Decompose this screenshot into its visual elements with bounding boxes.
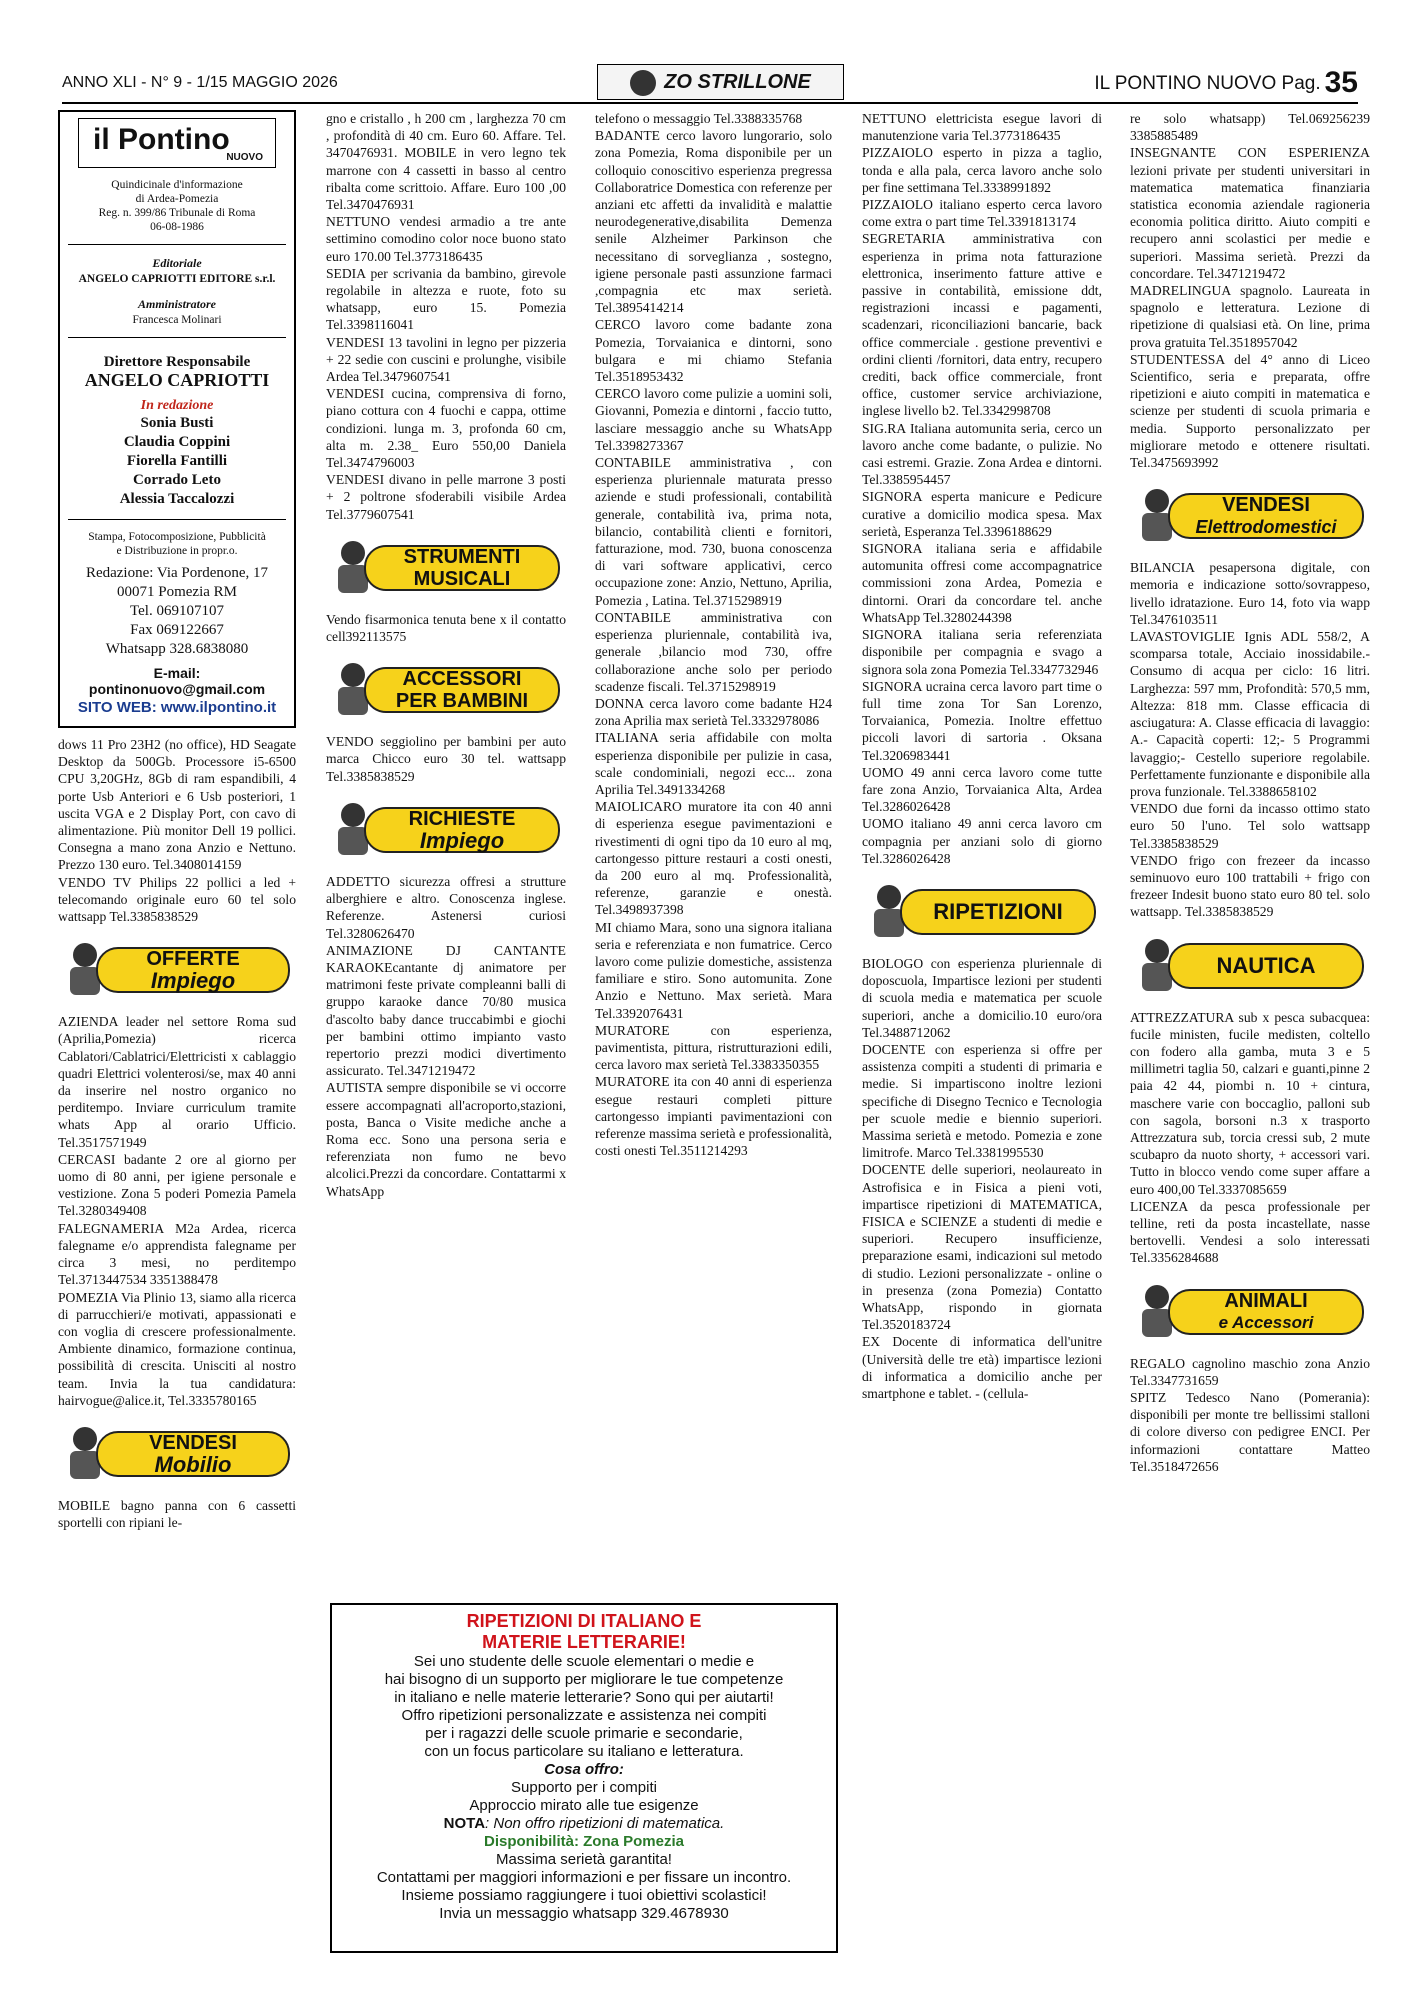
classified-ad: EX Docente di informatica dell'unitre (Università delle tre età) impartisce lezioni di informatica a domicilio anche per smartphone e tablet. - (cellula- xyxy=(862,1334,1102,1402)
classified-ad: telefono o messaggio Tel.3388335768 xyxy=(595,111,803,126)
banner-line: e Accessori xyxy=(1218,1312,1314,1332)
logo-text: ZO STRILLONE xyxy=(664,71,811,93)
staff-label: In redazione xyxy=(140,397,214,413)
classified-ad: SIGNORA esperta manicure e Pedicure curative a domicilio modica spesa. Max serietà, Esperanza Tel.3396188629 xyxy=(862,489,1102,539)
classified-ad: BADANTE cerco lavoro lungorario, solo zona Pomezia, Roma disponibile per un colloquio conoscitivo esperienza pregressa Collaboratrice Domestica con referenze per anziani etc affetti da invalidità e malattie neurodegenerative,disabilita Demenza senile Alzheimer Parkinson che necessitano di sorveglianza , sostegno, igiene personale pasti assunzione farmaci ,compagnia etc max serietà. Tel.3895414214 xyxy=(595,128,833,316)
banner-label xyxy=(96,947,290,993)
paper-name: IL PONTINO NUOVO Pag. xyxy=(1094,73,1321,94)
masthead-info: di Ardea-Pomezia xyxy=(135,193,219,205)
classified-ad: POMEZIA Via Plinio 13, siamo alla ricerca di parrucchieri/e motivati, appassionati e con voglia di crescere professionalmente. Ambiente dinamico, formazione continua, possibilità di crescita. Unisciti al nostro team. Invia la tua candidatura: hairvogue@alice.it, Tel.3335780165 xyxy=(58,1289,296,1408)
classified-ad: ITALIANA seria affidabile con molta esperienza disponibile per pulizie in casa, scale condominiali, negozi ecc... zona Aprilia Tel.3491334268 xyxy=(595,730,832,797)
section-banner-richieste-impiego xyxy=(326,799,566,859)
issue-info: ANNO XLI - N° 9 - 1/15 MAGGIO 2026 xyxy=(62,74,338,91)
strillone-logo xyxy=(597,64,844,100)
masthead-title: il Pontino xyxy=(93,123,230,156)
banner-label xyxy=(1168,943,1364,989)
classified-ad: STUDENTESSA del 4° anno di Liceo Scientifico, seria e preparata, offre ripetizioni e aiuto compiti in matematica e scienze per studenti di scuola primaria e media. Supporto personalizzato per migliorare metodo e ottenere risultati. Tel.3475693992 xyxy=(1130,351,1370,471)
ad-availability: Disponibilità: Zona Pomezia xyxy=(483,1833,685,1850)
column-2 xyxy=(326,110,566,1200)
classified-ad: FALEGNAMERIA M2a Ardea, ricerca falegname e/o apprendista falegname per circa 3 mesi, no perditempo Tel.3713447534 3351388478 xyxy=(58,1220,296,1288)
classified-ad: CONTABILE amministrativa con esperienza pluriennale, contabilità iva, generale ,bilancio mod 730, offre collaborazione anche solo per periodo scadenze fiscali. Tel.3715298919 xyxy=(595,609,832,694)
section-banner-accessori-bambini xyxy=(326,659,566,719)
whatsapp: Whatsapp 328.6838080 xyxy=(105,641,249,658)
staff-member: Corrado Leto xyxy=(133,472,221,489)
section-banner-offerte-impiego xyxy=(58,939,296,999)
page-number: 35 xyxy=(1324,66,1358,99)
classified-ad: VENDO TV Philips 22 pollici a led + telecomando originale euro 60 tel solo wattsapp Tel.3385838529 xyxy=(58,874,296,925)
section-banner-vendesi-elettrodomestici xyxy=(1130,485,1370,545)
classified-ad: VENDO due forni da incasso ottimo stato euro 50 l'uno. Tel solo wattsapp Tel.3385838529 xyxy=(1130,801,1370,851)
banner-line: VENDESI xyxy=(149,1431,237,1454)
classified-ad: CERCO lavoro come badante zona Pomezia, Torvaianica e dintorni, sono bulgara e mi chiamo Stefania Tel.3518953432 xyxy=(595,317,832,385)
ad-line: per i ragazzi delle scuole primarie e secondarie, xyxy=(425,1725,743,1742)
banner-line: RIPETIZIONI xyxy=(933,898,1063,924)
masthead-info: Reg. n. 399/86 Tribunale di Roma xyxy=(98,207,256,219)
classified-ad: VENDO seggiolino per bambini per auto marca Chicco euro 30 tel. wattsapp Tel.3385838529 xyxy=(326,734,566,784)
classified-ad: SIGNORA italiana seria referenziata disponibile per compagnia e svago a signora sola zona Pomezia Tel.3347732946 xyxy=(862,627,1102,677)
banner-label xyxy=(364,545,560,591)
banner-line: PER BAMBINI xyxy=(395,690,529,713)
banner-label xyxy=(364,807,560,853)
staff-member: Sonia Busti xyxy=(140,415,214,432)
banner-line: MUSICALI xyxy=(413,567,511,590)
ad-line: Contattami per maggiori informazioni e per fissare un incontro. xyxy=(376,1869,792,1886)
staff-member: Claudia Coppini xyxy=(123,434,231,451)
banner-line: ANIMALI xyxy=(1224,1289,1308,1312)
classified-ad: LICENZA da pesca professionale per telline, reti da posta incastellate, nasse bertovelli. Vendesi a solo interessati Tel.3356284688 xyxy=(1130,1198,1370,1266)
section-banner-vendesi-mobilio xyxy=(58,1423,296,1483)
classified-ad: NETTUNO elettricista esegue lavori di manutenzione varia Tel.3773186435 xyxy=(862,111,1102,144)
mascot-icon xyxy=(630,70,656,96)
ad-title: MATERIE LETTERARIE! xyxy=(482,1632,686,1652)
classified-ad: LAVASTOVIGLIE Ignis ADL 558/2, A scomparsa totale, Acciaio inossidabile.- Consumo di acqua per ciclo: 16 litri. Larghezza: 597 mm, Profondità: 570,5 mm, Altezza: 818 mm. Classe efficacia di asciugatura: A. Classe efficacia di lavaggio: A.- Capacità coperti: 12;- 5 Programmi lavaggio;- Cestello superiore regolabile. Perfettamente funzionante e disponibile alla prova funzionale. Tel.3388658102 xyxy=(1130,629,1370,799)
masthead-logo xyxy=(78,118,276,168)
banner-line: OFFERTE xyxy=(146,948,240,971)
banner-line: VENDESI xyxy=(1222,494,1310,517)
admin-name: Francesca Molinari xyxy=(132,314,222,327)
classified-ad: PIZZAIOLO esperto in pizza a taglio, tonda e alla pala, cerca lavoro anche solo per fine settimana Tel.3338991892 xyxy=(862,145,1102,195)
classified-ad: MURATORE ita con 40 anni di esperienza esegue restauri completi pitture cartongesso impianti pavimentazioni con referenze massima serietà e professionalità, costi onesti Tel.3511214293 xyxy=(595,1074,832,1159)
ad-line: Approccio mirato alle tue esigenze xyxy=(469,1797,699,1814)
banner-line: Mobilio xyxy=(154,1451,232,1477)
address: Redazione: Via Pordenone, 17 xyxy=(85,565,269,582)
address: 00071 Pomezia RM xyxy=(117,584,237,601)
ad-line: con un focus particolare su italiano e letteratura. xyxy=(424,1743,744,1760)
phone: Tel. 069107107 xyxy=(130,603,224,620)
classified-ad: AUTISTA sempre disponibile se vi occorre essere accompagnati all'acroporto,stazioni, posta, Banca o Visite mediche anche a Roma ecc. Sono una persona seria e referenziata non fumo ne bevo alcolici.Prezzi da concordare. Contattarmi x WhatsApp xyxy=(326,1080,566,1199)
divider xyxy=(68,244,286,245)
email[interactable]: E-mail: pontinonuovo@gmail.com xyxy=(88,665,266,698)
classified-ad: gno e cristallo , h 200 cm , larghezza 70 cm , profondità di 40 cm. Euro 60. Affare. Tel. 3470476931. MOBILE in vero legno tek marrone con 4 cassetti in basso al centro ribalta come scrittoio. Affare. Euro 100 ,00 Tel.3470476931 xyxy=(326,111,566,213)
classified-ad: VENDESI 13 tavolini in legno per pizzeria + 22 sedie con cuscini e prolunghe, visibile Ardea Tel.3479607541 xyxy=(326,334,566,385)
masthead-info: Quindicinale d'informazione xyxy=(111,179,243,191)
classified-ad: BIOLOGO con esperienza pluriennale di doposcuola, Impartisce lezioni per studenti di scuola media e matematica per scuole superiori, anche a domicilio.10 euro/ora Tel.3488712062 xyxy=(862,955,1102,1040)
classified-ad: SIG.RA Italiana automunita seria, cerco un lavoro anche come badante, o pulizie. No casi estremi. Grazie. Zona Ardea e dintorni. Tel.3385954457 xyxy=(862,420,1102,488)
classified-ad: SIGNORA italiana seria e affidabile automunita offresi come accompagnatrice commissioni zona Ardea, Pomezia e dintorni. Orari da concordare tel. anche WhatsApp Tel.3280244398 xyxy=(862,541,1102,625)
classified-ad: DOCENTE delle superiori, neolaureato in Astrofisica e in Fisica a pieni voti, impartisce ripetizioni di MATEMATICA, FISICA e SCIENZE a studenti di medie e superiori. Recupero insufficienze, preparazione esami, indicazioni sul metodo di studio. Lezioni personalizzate - online o in presenza (zona Pomezia) Contatto WhatsApp, rispondo in giornata Tel.3520183724 xyxy=(862,1162,1102,1333)
paper-page xyxy=(1094,66,1358,100)
classified-ad: dows 11 Pro 23H2 (no office), HD Seagate Desktop da 500Gb. Processore i5-6500 CPU 3,20GHz, 8Gb di ram espandibili, 4 porte Usb Anteriori e 6 Usb posteriori, 1 uscita VGA e 2 Display Port, con cavo di alimentazione. Più monitor Dell 19 pollici. Consegna a mano zona Anzio e Nettuno. Prezzo 130 euro. Tel.3408014159 xyxy=(58,737,296,873)
banner-line: ACCESSORI xyxy=(402,668,522,691)
masthead xyxy=(58,110,296,728)
director-name: ANGELO CAPRIOTTI xyxy=(84,369,270,390)
banner-line: Impiego xyxy=(419,827,505,853)
banner-label xyxy=(364,667,560,713)
director-label: Direttore Responsabile xyxy=(103,354,251,371)
banner-label xyxy=(96,1431,290,1477)
classified-ad: REGALO cagnolino maschio zona Anzio Tel.3347731659 xyxy=(1130,1355,1370,1388)
note-text: : Non offro ripetizioni di matematica. xyxy=(485,1815,725,1832)
note-label: NOTA xyxy=(443,1815,486,1832)
classified-ad: SEDIA per scrivania da bambino, girevole regolabile in altezza e ruote, foto su whatsapp, euro 15. Pomezia Tel.3398116041 xyxy=(326,265,566,333)
ad-line: Massima serietà garantita! xyxy=(496,1851,672,1868)
editorial-name: ANGELO CAPRIOTTI EDITORE s.r.l. xyxy=(78,273,276,286)
classified-ad: ATTREZZATURA sub x pesca subacquea: fucile ministen, fucile medisten, coltello con fodero alla gamba, muta 3 e 5 millimetri taglia 50, calzari e guanti,pinne 2 paia 42 44, piombi n. 10 + cintura, maschere varie con boccaglio, palloni sub con sagola, borsoni n.3 x trasporto Attrezzatura sub, torcia cressi sub, 2 mute scubapro da nuoto shorty, + accessori vari. Tutto in blocco vendo come super affare a euro 400,00 Tel.3337085659 xyxy=(1130,1009,1370,1197)
print-info: e Distribuzione in propr.o. xyxy=(116,545,238,558)
banner-label xyxy=(1168,1289,1364,1335)
ad-line: Supporto per i compiti xyxy=(511,1779,657,1796)
classified-ad: UOMO italiano 49 anni cerca lavoro cm compagnia per anziani solo di giorno Tel.3286026428 xyxy=(862,816,1102,866)
staff-member: Alessia Taccalozzi xyxy=(119,491,235,508)
ad-title: RIPETIZIONI DI ITALIANO E xyxy=(466,1611,702,1631)
classified-ad: MI chiamo Mara, sono una signora italiana seria e referenziata e non fumatrice. Cerco lavoro come pulizie domestiche, assistenza familiare e stiro. Sono automunita. Zone Anzio e Nettuno. Max serietà. Mara Tel.3392076431 xyxy=(595,919,832,1021)
column-1 xyxy=(58,110,296,1531)
divider xyxy=(68,519,286,520)
banner-line: STRUMENTI xyxy=(403,545,521,568)
admin-label: Amministratore xyxy=(137,297,217,312)
masthead-subtitle: NUOVO xyxy=(226,152,263,163)
classified-ad: SIGNORA ucraina cerca lavoro part time o full time zona Tor San Lorenzo, Torvaianica, Pomezia. Inoltre effettuo piccoli lavori di sartoria . Oksana Tel.3206983441 xyxy=(862,678,1102,763)
banner-line: Impiego xyxy=(150,968,236,994)
banner-label xyxy=(900,889,1096,935)
banner-line: RICHIESTE xyxy=(408,807,516,830)
boxed-advertisement xyxy=(330,1603,838,1953)
classified-ad: UOMO 49 anni cerca lavoro come tutte fare zona Anzio, Torvaianica Alta, Ardea Tel.3286026428 xyxy=(862,764,1102,815)
divider xyxy=(68,337,286,338)
classified-ad: CERCO lavoro come pulizie a uomini soli, Giovanni, Pomezia e dintorni , faccio tutto, lasciare messaggio anche su WhatsApp Tel.3398273367 xyxy=(595,386,832,453)
classified-ad: MAIOLICARO muratore ita con 40 anni di esperienza esegue pavimentazioni e rivestimenti di ogni tipo da 10 euro al mq, cartongesso pitture restauri a costi onesti, da 200 euro al mq. Professionalità, referenze, garanzie e onestà. Tel.3498937398 xyxy=(595,799,832,918)
banner-line: Elettrodomestici xyxy=(1195,517,1337,538)
classified-ad: PIZZAIOLO italiano esperto cerca lavoro come extra o part time Tel.3391813174 xyxy=(862,197,1102,230)
classified-ad: MURATORE con esperienza, pavimentista, pittura, ristrutturazioni edili, cerca lavoro max serietà Tel.3383350355 xyxy=(595,1022,832,1073)
classified-ad: DOCENTE con esperienza si offre per assistenza compiti a studenti di primaria e medie. Si impartiscono inoltre lezioni specifiche di Disegno Tecnico e Tecnologia per scuole medie e biennio superiori. Massima serietà e metodo. Pomezia e zone limitrofe. Marco Tel.3381995530 xyxy=(862,1041,1102,1161)
ad-offer-label: Cosa offro: xyxy=(544,1761,624,1778)
classified-ad: VENDO frigo con frezeer da incasso seminuovo euro 100 trattabili + frigo con frezeer Indesit buono stato euro 80 tel. solo wattsapp. Tel.3385838529 xyxy=(1130,852,1370,920)
classified-ad: ADDETTO sicurezza offresi a strutture alberghiere e altro. Conoscenza inglese. Referenze. Astenersi curiosi Tel.3280626470 xyxy=(326,873,566,941)
classified-ad: AZIENDA leader nel settore Roma sud (Aprilia,Pomezia) ricerca Cablatori/Cablatrici/Elettricisti x cablaggio quadri Elettrici volenterosi/se, max 40 anni da inserire nel nostro organico no perditempo. Inviare curriculum tramite whats App al orario Ufficio. Tel.3517571949 xyxy=(58,1014,296,1150)
ad-line: Offro ripetizioni personalizzate e assistenza nei compiti xyxy=(401,1707,767,1724)
column-3 xyxy=(595,110,832,1159)
classified-ad: INSEGNANTE CON ESPERIENZA lezioni private per studenti universitari in matematica matematica finanziaria statistica economia aziendale ragioneria economia politica diritto. Aiuto compiti e recupero anni scolastici per medie e superiori. Massima serietà. Prezzi da concordare. Tel.3471219472 xyxy=(1130,145,1370,281)
classified-ad: re solo whatsapp) Tel.069256239 3385885489 xyxy=(1130,111,1370,144)
ad-line: in italiano e nelle materie letterarie? Sono qui per aiutarti! xyxy=(394,1689,774,1706)
page-header xyxy=(62,62,1358,104)
classified-ad: VENDESI cucina, comprensiva di forno, piano cottura con 4 fuochi e cappa, ottime condizioni. lunga m. 3, profonda 60 cm, alta m. 2.38_ Euro 550,00 Daniela Tel.3474796003 xyxy=(326,386,566,471)
classified-ad: ANIMAZIONE DJ CANTANTE KARAOKEcantante dj animatore per matrimoni feste private compleanni balli di gruppo karaoke dance 70/80 musica d'ascolto baby dance truccabimbi e giochi per bambini ottimo impianto vasto repertorio prezzi modici divertimento assicurato. Tel.3471219472 xyxy=(326,942,566,1079)
ad-line: Sei uno studente delle scuole elementari o medie e xyxy=(413,1653,755,1670)
section-banner-animali xyxy=(1130,1281,1370,1341)
classified-ad: MADRELINGUA spagnolo. Laureata in spagnolo e letteratura. Lezione di ripetizione di qualsiasi età. On line, prima prova gratuita Tel.3518957042 xyxy=(1130,283,1370,350)
ad-note xyxy=(332,1815,836,1833)
ad-line: Insieme possiamo raggiungere i tuoi obiettivi scolastici! xyxy=(401,1887,767,1904)
banner-label xyxy=(1168,493,1364,539)
classified-ad: VENDESI divano in pelle marrone 3 posti + 2 poltrone sfoderabili visibile Ardea Tel.3779607541 xyxy=(326,472,566,522)
section-banner-nautica xyxy=(1130,935,1370,995)
classified-ad: Vendo fisarmonica tenuta bene x il contatto cell392113575 xyxy=(326,611,566,645)
section-banner-ripetizioni xyxy=(862,881,1102,941)
classified-ad: SPITZ Tedesco Nano (Pomerania): disponibili per monte tre bellissimi stalloni di colore diverso con pedigree ENCI. Per informazioni contattare Matteo Tel.3518472656 xyxy=(1130,1389,1370,1474)
classified-ad: NETTUNO vendesi armadio a tre ante settimino comodino color noce buono stato euro 170.00 Tel.3773186435 xyxy=(326,214,566,264)
classified-ad: BILANCIA pesapersona digitale, con memoria e indicazione sotto/sovrappeso, livello idratazione. Euro 14, foto via wapp Tel.3476103511 xyxy=(1130,560,1370,627)
staff-member: Fiorella Fantilli xyxy=(126,453,228,470)
classified-ad: SEGRETARIA amministrativa con esperienza in prima nota fatturazione elettronica, inserimento fatture attive e passive in contabilità, emissione ddt, registrazioni incassi e pagamenti, scadenzari, riconciliazioni bancarie, back office commerciale . gestione preventivi e ordini clienti /fornitori, data entry, recupero crediti, back office commerciale, front office, customer service archiviazione, inglese livello b2. Tel.3342998708 xyxy=(862,231,1102,419)
banner-line: NAUTICA xyxy=(1216,952,1316,978)
classified-ad: DONNA cerca lavoro come badante H24 zona Aprilia max serietà Tel.3332978086 xyxy=(595,695,832,729)
editorial-label: Editoriale xyxy=(152,256,202,270)
column-5 xyxy=(1130,110,1370,1475)
print-info: Stampa, Fotocomposizione, Pubblicità xyxy=(88,531,266,544)
ad-line: Invia un messaggio whatsapp 329.4678930 xyxy=(439,1905,729,1922)
ad-line: hai bisogno di un supporto per migliorare le tue competenze xyxy=(384,1671,784,1688)
classified-ad: CONTABILE amministrativa , con esperienza pluriennale maturata presso aziende e studi professionali, contabilità generale, contabilità iva, prima nota, bilancio, contabilità clienti e fornitori, fatturazione, mod. 730, buona conoscenza di vari software applicativi, cerco occupazione zone: Anzio, Nettuno, Aprilia, Pomezia , Latina. Tel.3715298919 xyxy=(595,455,832,608)
website-link[interactable]: SITO WEB: www.ilpontino.it xyxy=(77,699,277,717)
column-4 xyxy=(862,110,1102,1402)
section-banner-strumenti-musicali xyxy=(326,537,566,597)
classified-ad: MOBILE bagno panna con 6 cassetti sportelli con ripiani le- xyxy=(58,1497,296,1531)
fax: Fax 069122667 xyxy=(130,622,224,639)
classified-ad: CERCASI badante 2 ore al giorno per uomo di 80 anni, per igiene personale e vestizione. Zona 5 poderi Pomezia Pamela Tel.3280349408 xyxy=(58,1151,296,1219)
masthead-info: 06-08-1986 xyxy=(150,221,204,233)
